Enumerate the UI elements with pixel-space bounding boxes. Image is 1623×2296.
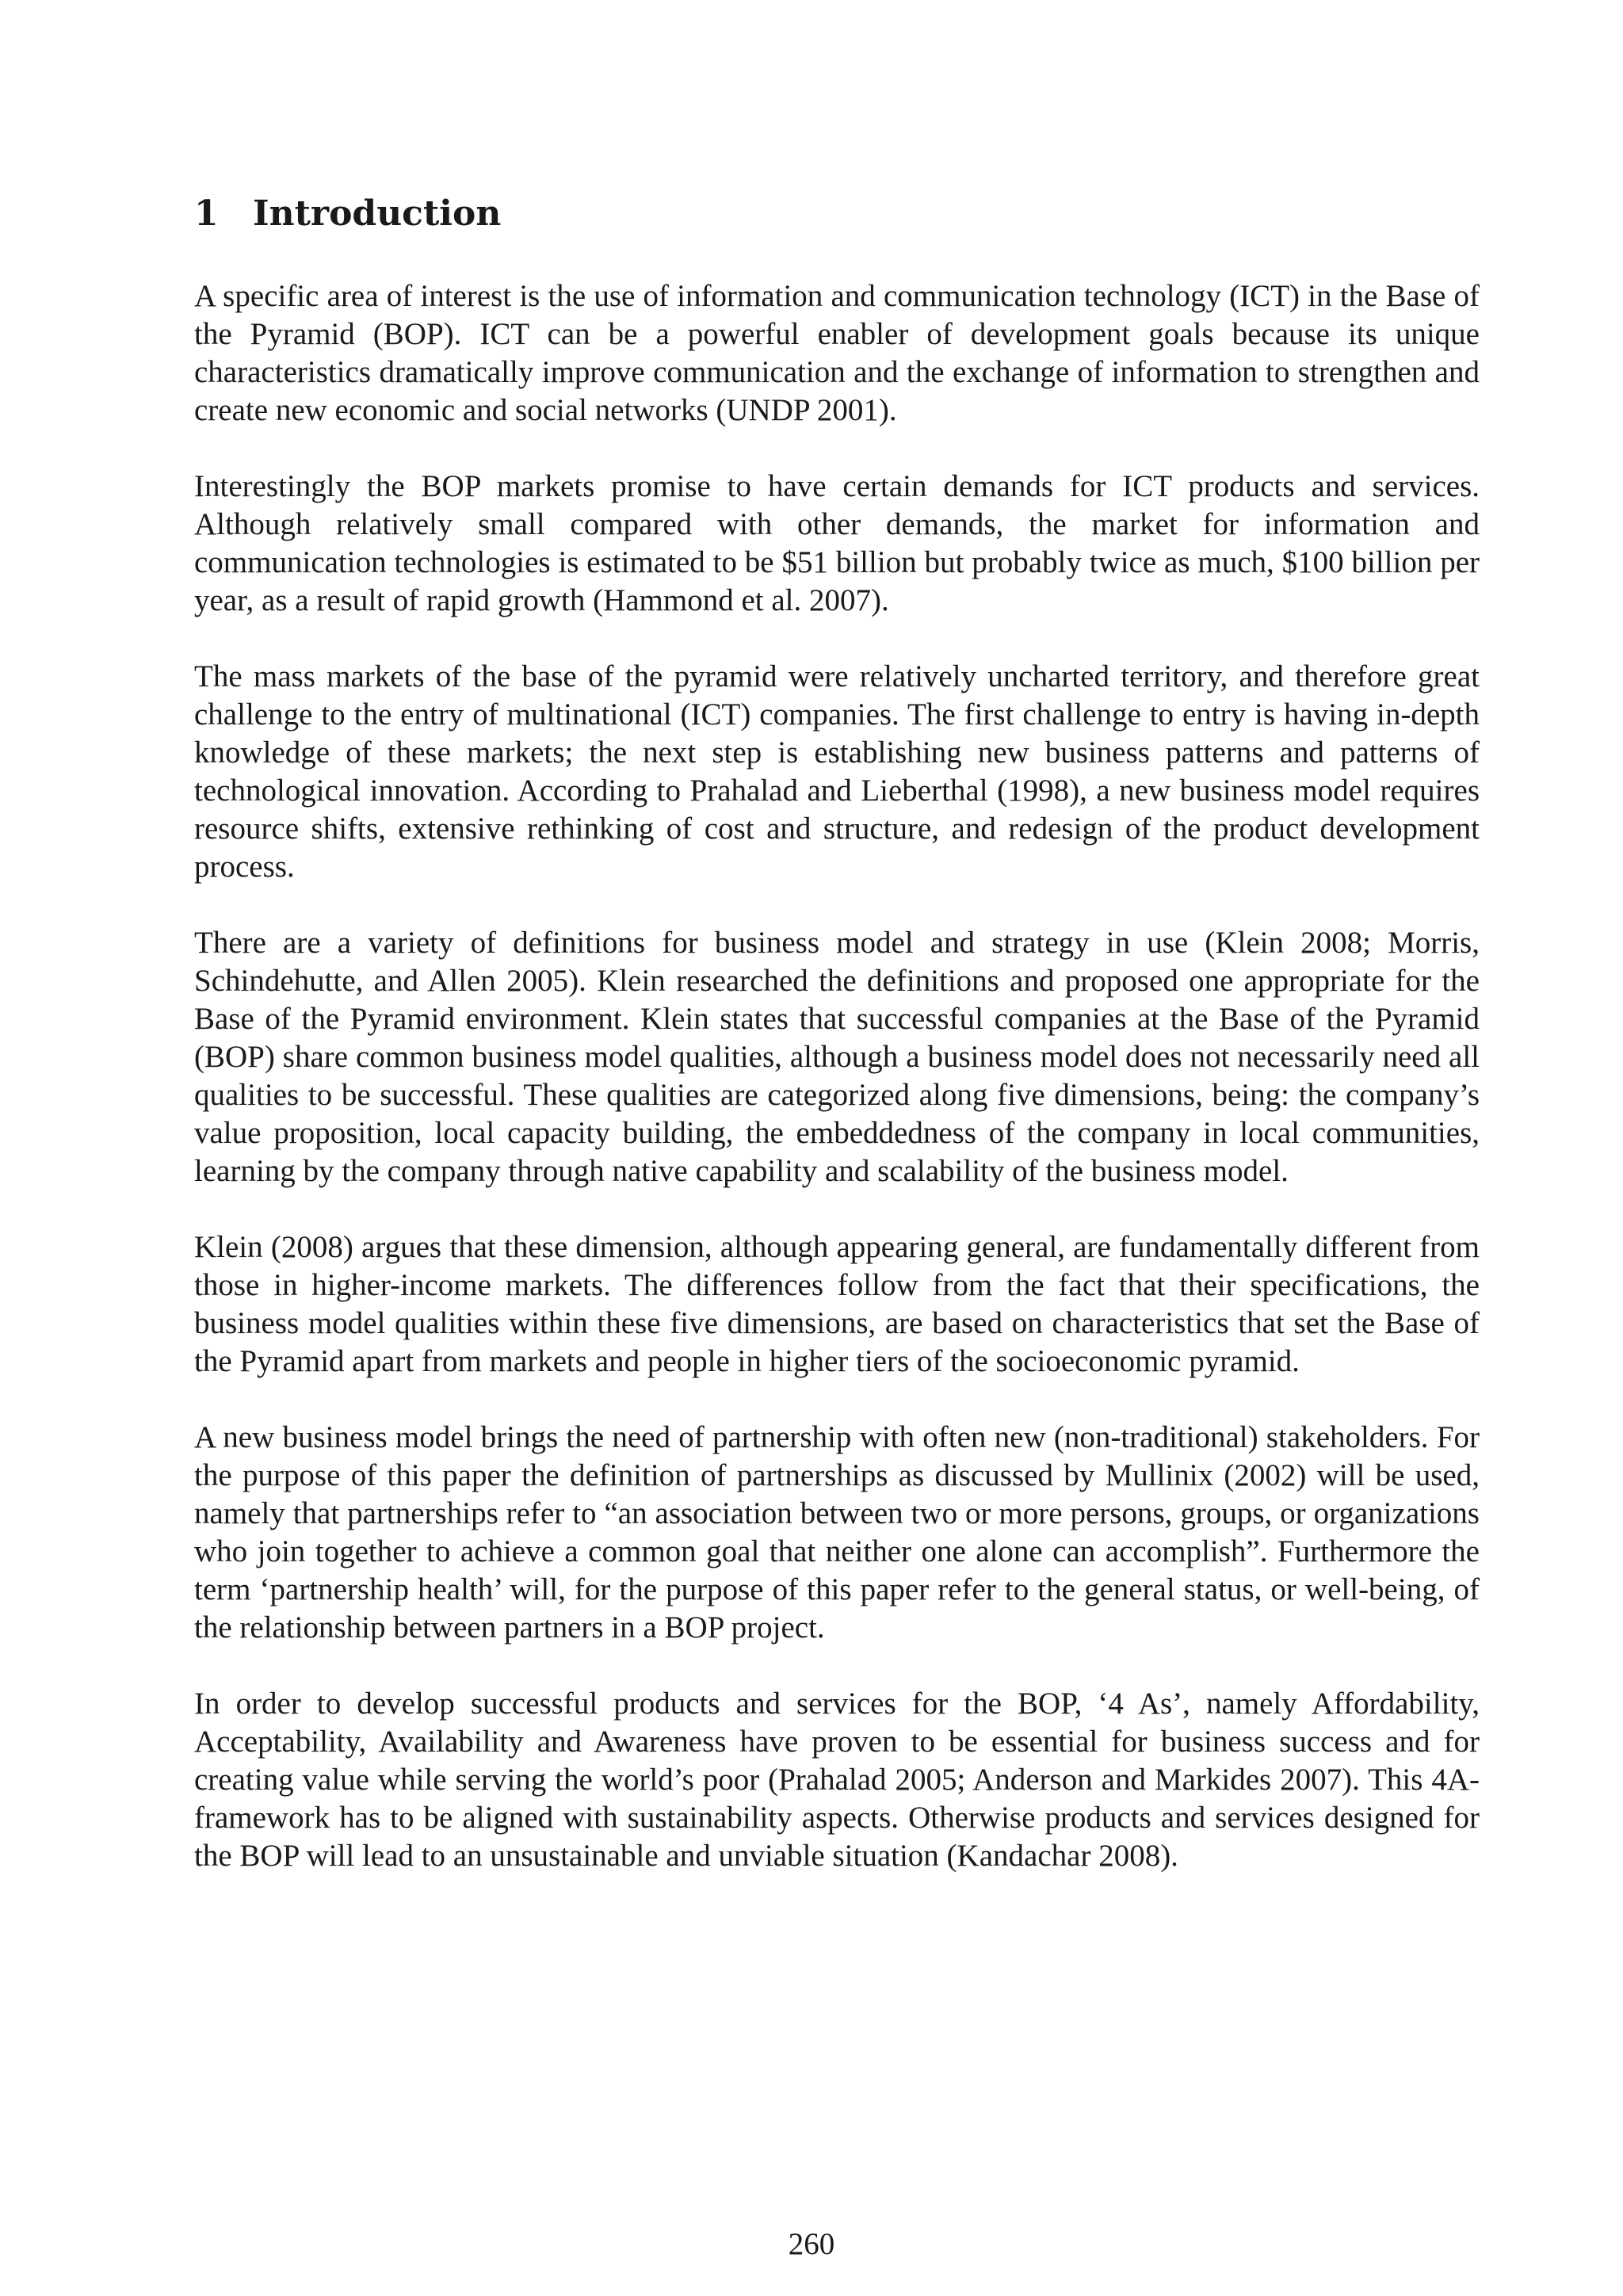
section-title: Introduction: [253, 193, 502, 234]
paragraph-4as: In order to develop successful products and services for the BOP, ‘4 As’, namely Affordability, Acceptability, Availability and Awareness have proven to be essential for business success and for creating value while serving the world’s poor (Prahalad 2005; Anderson and Markides 2007). This 4A-framework has to be aligned with sustainability aspects. Otherwise products and services designed for the BOP will lead to an unsustainable and unviable situation (Kandachar 2008).: [194, 1687, 1480, 1873]
section-number: 1: [194, 193, 219, 234]
paragraph-partnerships: A new business model brings the need of partnership with often new (non-traditional) stakeholders. For the purpose of this paper the definition of partnerships as discussed by Mullinix (2002) will be used, namely that partnerships refer to “an association between two or more persons, groups, or organizations who join together to achieve a common goal that neither one alone can accomplish”. Furthermore the term ‘partnership health’ will, for the purpose of this paper refer to the general status, or well-being, of the relationship between partners in a BOP project.: [194, 1420, 1480, 1645]
section-heading: [194, 190, 1480, 238]
paragraph-business-model-definitions: There are a variety of definitions for business model and strategy in use (Klein 2008; Morris, Schindehutte, and Allen 2005). Klein researched the definitions and proposed one appropriate for the Base of the Pyramid environment. Klein states that successful companies at the Base of the Pyramid (BOP) share common business model qualities, although a business model does not necessarily need all qualities to be successful. These qualities are categorized along five dimensions, being: the company’s value proposition, local capacity building, the embeddedness of the company in local communities, learning by the company through native capability and scalability of the business model.: [194, 926, 1480, 1188]
page-number: 260: [788, 2227, 835, 2261]
page-content: [194, 190, 1480, 1913]
paragraph-ict-bop: A specific area of interest is the use of information and communication technology (ICT) in the Base of the Pyramid (BOP). ICT can be a powerful enabler of development goals because its unique characteristics dramatically improve communication and the exchange of information to strengthen and create new economic and social networks (UNDP 2001).: [194, 279, 1480, 427]
paragraph-bop-markets: Interestingly the BOP markets promise to have certain demands for ICT products and services. Although relatively small compared with other demands, the market for information and communication technologies is estimated to be $51 billion but probably twice as much, $100 billion per year, as a result of rapid growth (Hammond et al. 2007).: [194, 469, 1480, 617]
paragraph-klein-dimensions: Klein (2008) argues that these dimension, although appearing general, are fundamentally different from those in higher-income markets. The differences follow from the fact that their specifications, the business model qualities within these five dimensions, are based on characteristics that set the Base of the Pyramid apart from markets and people in higher tiers of the socioeconomic pyramid.: [194, 1230, 1480, 1378]
paragraph-mass-markets: The mass markets of the base of the pyramid were relatively uncharted territory, and therefore great challenge to the entry of multinational (ICT) companies. The first challenge to entry is having in-depth knowledge of these markets; the next step is establishing new business patterns and patterns of technological innovation. According to Prahalad and Lieberthal (1998), a new business model requires resource shifts, extensive rethinking of cost and structure, and redesign of the product development process.: [194, 659, 1480, 884]
